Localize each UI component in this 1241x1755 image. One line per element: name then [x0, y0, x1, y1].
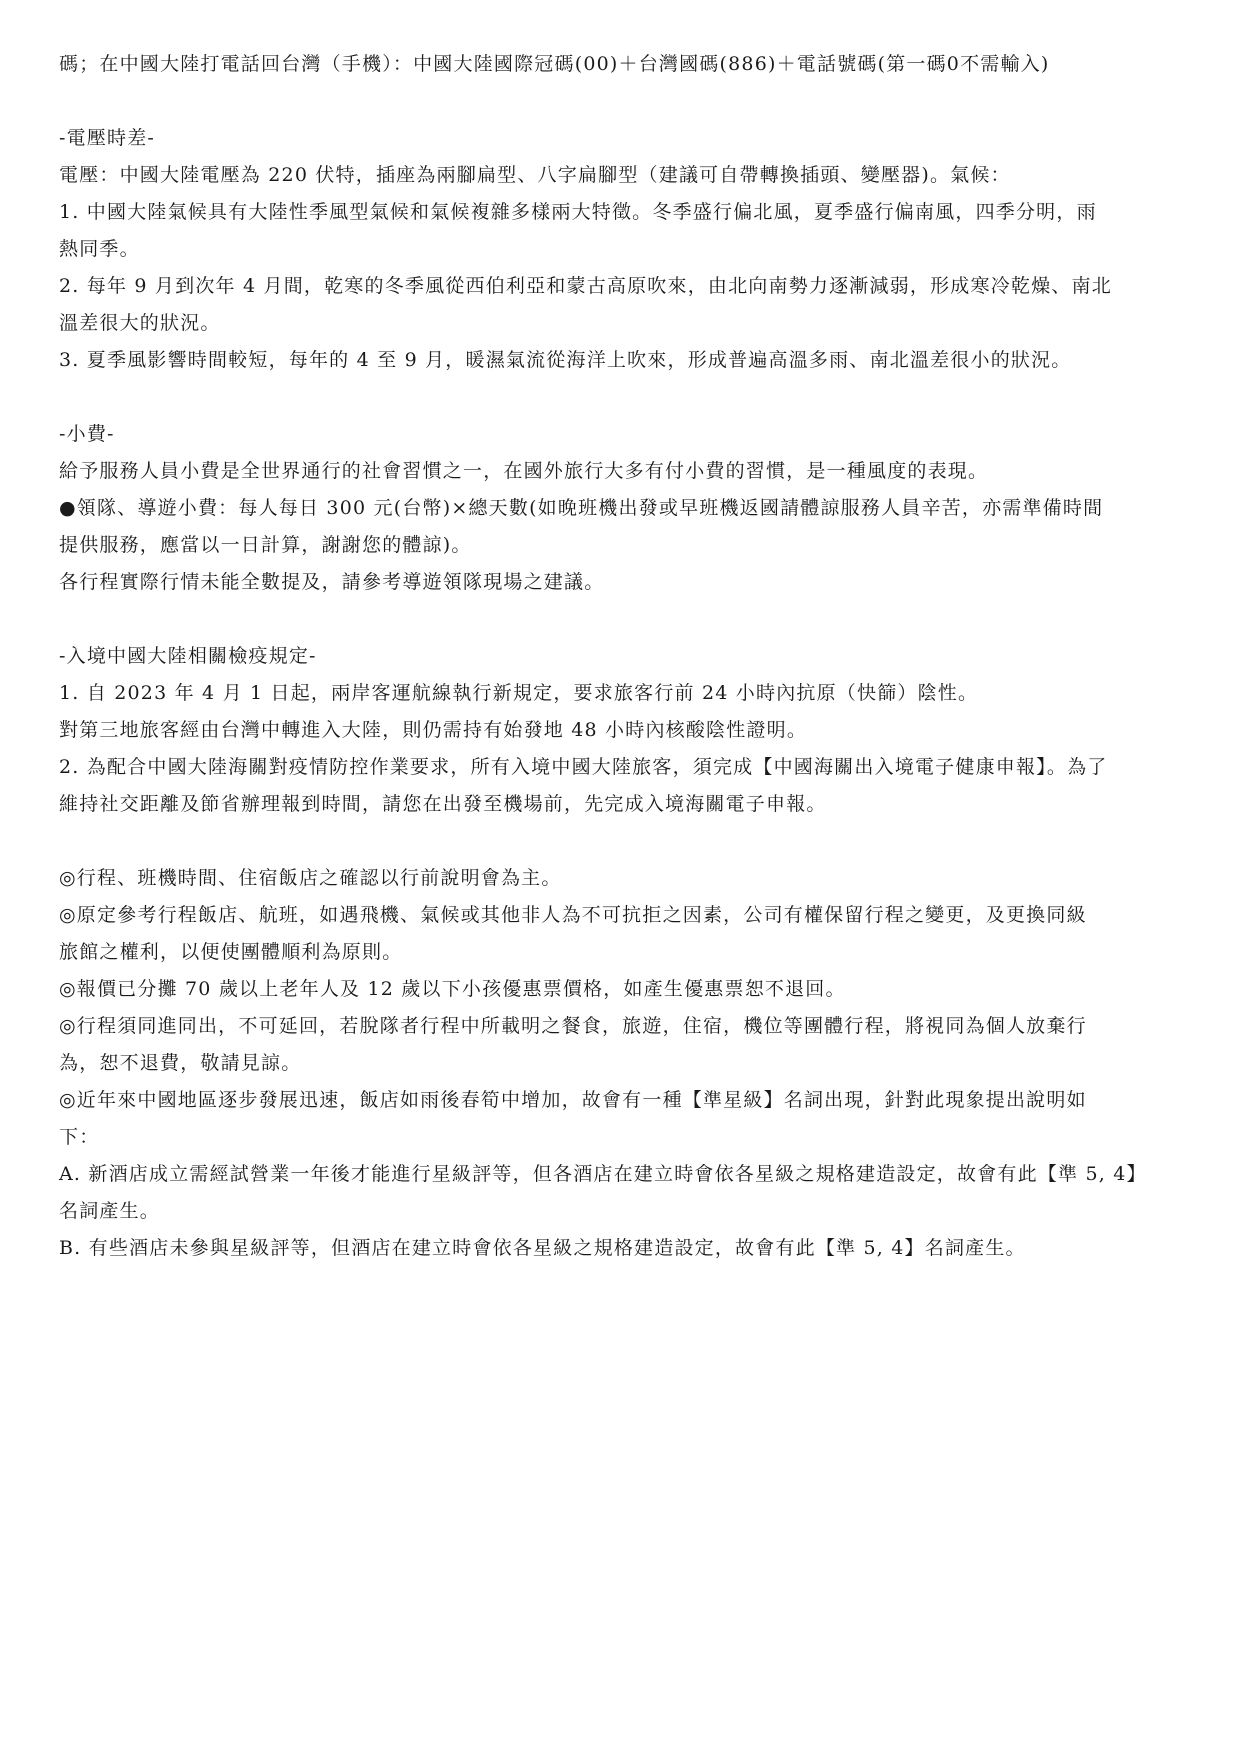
spacer: [59, 601, 1184, 638]
note-b: B. 有些酒店未參與星級評等，但酒店在建立時會依各星級之規格建造設定，故會有此【準 5, 4】名詞產生。: [59, 1237, 1026, 1259]
voltage-line: 電壓：中國大陸電壓為 220 伏特，插座為兩腳扁型、八字扁腳型（建議可自帶轉換插頭、變壓器)。氣候：: [59, 164, 1011, 186]
note-3: ◎報價已分攤 70 歲以上老年人及 12 歲以下小孩優惠票價格，如產生優惠票恕不退回。: [59, 978, 846, 1000]
tips-line-2b: 提供服務，應當以一日計算，謝謝您的體諒)。: [59, 534, 472, 556]
spacer: [59, 83, 1184, 120]
climate-item-3: 3. 夏季風影響時間較短，每年的 4 至 9 月，暖濕氣流從海洋上吹來，形成普遍高溫多雨、南北溫差很小的狀況。: [59, 349, 1072, 371]
note-4-line-1: ◎行程須同進同出，不可延回，若脫隊者行程中所載明之餐食，旅遊，住宿，機位等團體行程，將視同為個人放棄行: [59, 1015, 1087, 1037]
note-2-line-1: ◎原定參考行程飯店、航班，如遇飛機、氣候或其他非人為不可抗拒之因素，公司有權保留行程之變更，及更換同級: [59, 904, 1087, 926]
quarantine-item-2-line-1: 2. 為配合中國大陸海關對疫情防控作業要求，所有入境中國大陸旅客，須完成【中國海關出入境電子健康申報】。為了: [59, 756, 1108, 778]
quarantine-item-1-line-1: 1. 自 2023 年 4 月 1 日起，兩岸客運航線執行新規定，要求旅客行前 24 小時內抗原（快篩）陰性。: [59, 682, 979, 704]
note-5-line-1: ◎近年來中國地區逐步發展迅速，飯店如雨後春筍中增加，故會有一種【準星級】名詞出現，針對此現象提出說明如: [59, 1089, 1087, 1111]
tips-line-3: 各行程實際行情未能全數提及，請參考導遊領隊現場之建議。: [59, 571, 605, 593]
note-4-line-2: 為，恕不退費，敬請見諒。: [59, 1052, 302, 1074]
tips-line-1: 給予服務人員小費是全世界通行的社會習慣之一，在國外旅行大多有付小費的習慣，是一種風度的表現。: [59, 460, 989, 482]
quarantine-item-2-line-2: 維持社交距離及節省辦理報到時間，請您在出發至機場前，先完成入境海關電子申報。: [59, 793, 827, 815]
phone-dialing-line: 碼；在中國大陸打電話回台灣（手機）：中國大陸國際冠碼(00)＋台灣國碼(886)＋電話號碼(第一碼0不需輸入): [59, 53, 1050, 75]
note-2-line-2: 旅館之權利，以便使團體順利為原則。: [59, 941, 403, 963]
note-5-line-2: 下：: [59, 1126, 100, 1148]
climate-item-2-line-1: 2. 每年 9 月到次年 4 月間，乾寒的冬季風從西伯利亞和蒙古高原吹來，由北向南勢力逐漸減弱，形成寒冷乾燥、南北: [59, 275, 1112, 297]
section-title-voltage: -電壓時差-: [59, 127, 156, 149]
spacer: [59, 823, 1184, 860]
note-a-line-2: 名詞產生。: [59, 1200, 161, 1222]
climate-item-1-line-2: 熱同季。: [59, 238, 140, 260]
quarantine-item-1-line-2: 對第三地旅客經由台灣中轉進入大陸，則仍需持有始發地 48 小時內核酸陰性證明。: [59, 719, 808, 741]
note-a-line-1: A. 新酒店成立需經試營業一年後才能進行星級評等，但各酒店在建立時會依各星級之規格建造設定，故會有此【準 5, 4】: [59, 1163, 1147, 1185]
climate-item-2-line-2: 溫差很大的狀況。: [59, 312, 221, 334]
section-title-tips: -小費-: [59, 423, 115, 445]
spacer: [59, 379, 1184, 416]
tips-line-2a: ●領隊、導遊小費：每人每日 300 元(台幣)×總天數(如晚班機出發或早班機返國請體諒服務人員辛苦，亦需準備時間: [59, 497, 1104, 519]
document-body: [59, 46, 1184, 1267]
section-title-quarantine: -入境中國大陸相關檢疫規定-: [59, 645, 317, 667]
climate-item-1-line-1: 1. 中國大陸氣候具有大陸性季風型氣候和氣候複雜多樣兩大特徵。冬季盛行偏北風，夏季盛行偏南風，四季分明，雨: [59, 201, 1097, 223]
note-1: ◎行程、班機時間、住宿飯店之確認以行前說明會為主。: [59, 867, 562, 889]
